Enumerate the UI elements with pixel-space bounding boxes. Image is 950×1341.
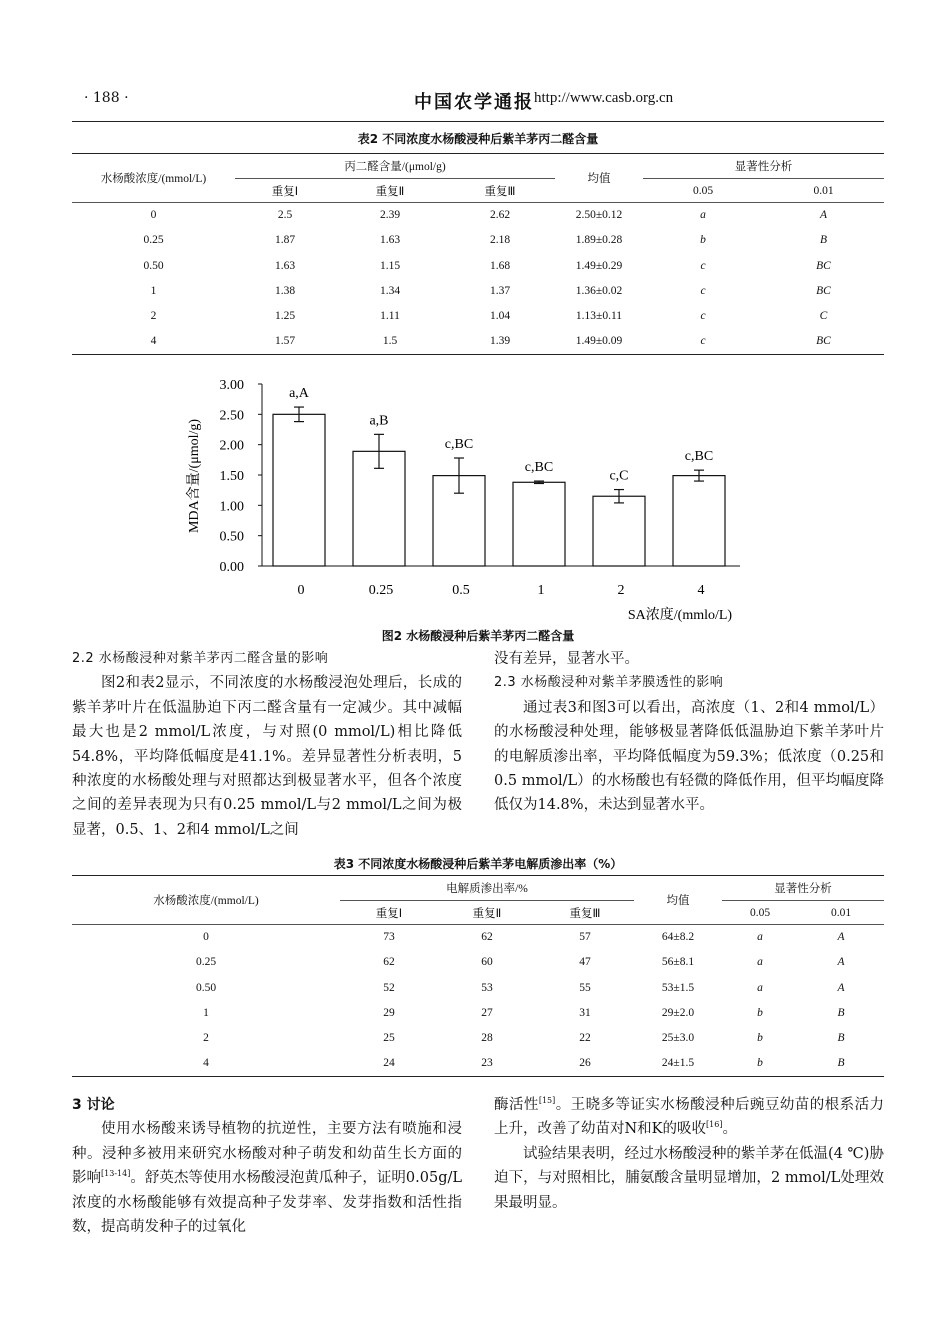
discussion-right-column <box>494 1093 884 1215</box>
table-row <box>72 304 884 329</box>
table-cell: 25 <box>383 1032 395 1045</box>
section-2-2-paragraph: 图2和表2显示，不同浓度的水杨酸浸泡处理后，长成的紫羊茅叶片在低温胁迫下丙二醛含量有一定减少。其中减幅最大也是2 mmol/L浓度，与对照(0 mmol/L)相比降低54.8%，平均降低幅度是41.1%。差异显著性分析表明，5种浓度的水杨酸处理与对照都达到极显著水平，但各个浓度之间的差异表现为只有0.25 mmol/L与2 mmol/L之间为极显著，0.5、1、2和4 mmol/L之间 <box>72 675 462 838</box>
table-row <box>72 228 884 253</box>
table-cell: 1.5 <box>335 329 445 354</box>
table-cell: 4 <box>72 329 235 354</box>
discussion-p1-text-b: 。舒英杰等使用水杨酸浸泡黄瓜种子，证明0.05g/L浓度的水杨酸能够有效提高种子发芽率、发芽指数和活性指数，提高萌发种子的过氧化 <box>72 1170 462 1236</box>
table-cell: 28 <box>481 1032 493 1045</box>
table-row <box>72 1026 884 1051</box>
chart-bar <box>593 496 645 566</box>
table-cell: c <box>700 285 706 298</box>
table-row <box>72 950 884 975</box>
table-cell: 2.39 <box>379 209 401 222</box>
table-cell: 60 <box>481 956 493 969</box>
table-cell: 2.5 <box>277 209 293 222</box>
table-cell: 2.62 <box>489 209 511 222</box>
table2-sig005-header: 0.05 <box>643 179 763 203</box>
table-cell: C <box>819 310 828 323</box>
table-cell: BC <box>816 285 831 298</box>
y-tick-label: 0.50 <box>219 529 244 545</box>
discussion-paragraph-2: 试验结果表明，经过水杨酸浸种的紫羊茅在低温(4 ℃)胁迫下，与对照相比，脯氨酸含量明显增加，2 mmol/L处理效果最明显。 <box>494 1145 884 1211</box>
table-cell: 0.50 <box>195 981 217 994</box>
table-cell: a <box>757 981 763 994</box>
table-cell: c <box>700 259 706 272</box>
table2-caption: 表2 不同浓度水杨酸浸种后紫羊茅丙二醛含量 <box>357 132 599 146</box>
table2-col-conc: 水杨酸浓度/(mmol/L) <box>72 154 235 203</box>
table2-col-sig: 显著性分析 <box>643 154 884 179</box>
data-label: c,BC <box>684 449 714 465</box>
table-cell: a <box>757 931 763 944</box>
table3-rep2-header: 重复Ⅱ <box>438 901 536 925</box>
table3 <box>72 875 884 1077</box>
table-row <box>72 1000 884 1025</box>
table3-col-conc: 水杨酸浓度/(mmol/L) <box>72 876 340 925</box>
table-cell: B <box>798 1051 884 1076</box>
discussion-paragraph-1 <box>72 1117 462 1239</box>
discussion-p1-cont-b: 。王晓多等证实水杨酸浸种后豌豆幼苗的根系活力上升，改善了幼苗对N和K的吸收 <box>494 1097 885 1138</box>
table-row <box>72 925 884 950</box>
table-cell: 31 <box>579 1007 591 1020</box>
figure2-caption: 图2 水杨酸浸种后紫羊茅丙二醛含量 <box>381 629 575 643</box>
table2-sig001-header: 0.01 <box>763 179 884 203</box>
table-cell: a <box>757 956 763 969</box>
chart-ylabel: MDA含量/(μmol/g) <box>187 418 202 534</box>
table-cell: c <box>643 329 763 354</box>
table-cell: 62 <box>383 956 395 969</box>
table-cell: B <box>837 1032 845 1045</box>
table-cell: 1.57 <box>235 329 335 354</box>
table-cell: B <box>837 1007 845 1020</box>
table-cell: 1 <box>150 285 157 298</box>
y-tick-label: 2.50 <box>219 408 244 424</box>
table-row <box>72 1051 884 1076</box>
table-row <box>72 278 884 303</box>
table-cell: 1.87 <box>274 234 296 247</box>
x-tick-label: 2 <box>617 583 625 598</box>
chart-bar <box>673 476 725 566</box>
discussion-left-column <box>72 1093 462 1239</box>
y-tick-label: 0.00 <box>219 560 244 575</box>
table2-rep3-header: 重复Ⅲ <box>445 179 555 203</box>
table2-col-mean: 均值 <box>555 154 643 203</box>
table3-col-group: 电解质渗出率/% <box>340 876 634 901</box>
table3-sig001-header: 0.01 <box>798 901 884 925</box>
table3-sig005-header: 0.05 <box>722 901 798 925</box>
y-tick-label: 1.50 <box>219 469 244 484</box>
y-tick-label: 1.00 <box>219 499 244 515</box>
table-cell: b <box>757 1007 763 1020</box>
table2-rep1-header: 重复Ⅰ <box>235 179 335 203</box>
table3-caption: 表3 不同浓度水杨酸浸种后紫羊茅电解质渗出率（%） <box>333 857 623 871</box>
table-row <box>72 203 884 228</box>
table-cell: 0 <box>203 931 209 944</box>
x-tick-label: 0.5 <box>452 583 470 598</box>
table-cell: 1.38 <box>274 285 296 298</box>
table-cell: 0 <box>150 209 157 222</box>
y-tick-label: 2.00 <box>219 438 244 454</box>
table-cell: 1.37 <box>489 285 511 298</box>
table-cell: 53 <box>481 981 493 994</box>
data-label: c,BC <box>444 437 474 453</box>
chart-bar <box>513 482 565 566</box>
table-cell: 1.13±0.11 <box>575 310 623 323</box>
figure2-chart <box>180 372 780 627</box>
table-cell: b <box>722 1051 798 1076</box>
x-tick-label: 4 <box>697 583 705 598</box>
table-cell: 22 <box>579 1032 591 1045</box>
table3-col-mean: 均值 <box>634 876 722 925</box>
table-cell: B <box>819 234 828 247</box>
table-cell: 1.49±0.29 <box>575 259 623 272</box>
page-number: · 188 · <box>84 90 129 106</box>
discussion-p1-cont-c: 。 <box>722 1121 737 1138</box>
table-cell: BC <box>816 259 831 272</box>
chart-bar <box>273 414 325 566</box>
table-cell: 1.34 <box>379 285 401 298</box>
table-cell: 1.63 <box>274 259 296 272</box>
table3-rep1-header: 重复Ⅰ <box>340 901 438 925</box>
section-2-3-paragraph: 通过表3和图3可以看出，高浓度（1、2和4 mmol/L）的水杨酸浸种处理，能够极显著降低低温胁迫下紫羊茅叶片的电解质渗出率，平均降低幅度为59.3%；低浓度（0.25和0.5 mmol/L）的水杨酸也有轻微的降低作用，但平均幅度降低仅为14.8%，未达到显著水平。 <box>494 699 884 814</box>
table-cell: 2 <box>203 1032 209 1045</box>
table-cell: 1.39 <box>445 329 555 354</box>
journal-url[interactable]: http://www.casb.org.cn <box>534 90 674 106</box>
section-2-2-heading: 2.2 水杨酸浸种对紫羊茅丙二醛含量的影响 <box>72 651 329 666</box>
page-header <box>72 88 884 114</box>
table-cell: 0.50 <box>143 259 164 272</box>
table-cell: 2.18 <box>489 234 511 247</box>
table-cell: 55 <box>579 981 591 994</box>
table-cell: 27 <box>481 1007 493 1020</box>
table-cell: 1.11 <box>380 310 400 323</box>
table-cell: A <box>837 931 845 944</box>
table-cell: 2 <box>150 310 157 323</box>
table-cell: 1.63 <box>379 234 401 247</box>
table-cell: 2.50±0.12 <box>575 209 623 222</box>
table-cell: 56±8.1 <box>661 956 695 969</box>
journal-name: 中国农学通报 <box>414 92 534 113</box>
data-label: a,A <box>289 386 309 402</box>
data-label: c,BC <box>524 460 554 476</box>
table-row <box>72 253 884 278</box>
table-cell: 29 <box>383 1007 395 1020</box>
section-2-3-heading: 2.3 水杨酸浸种对紫羊茅膜透性的影响 <box>494 675 724 691</box>
table-cell: BC <box>763 329 884 354</box>
right-column <box>494 647 884 818</box>
table-cell: 24±1.5 <box>634 1051 722 1076</box>
table-cell: 26 <box>536 1051 634 1076</box>
table-cell: b <box>757 1032 763 1045</box>
table-cell: 1 <box>203 1007 209 1020</box>
table-cell: 57 <box>579 931 591 944</box>
table-cell: 0.25 <box>143 234 164 247</box>
table-row <box>72 329 884 354</box>
citation-16[interactable]: [16] <box>706 1120 723 1130</box>
discussion-p1-cont-a: 酶活性 <box>494 1097 539 1113</box>
table-cell: 1.36±0.02 <box>575 285 623 298</box>
chart-bars <box>273 407 725 566</box>
header-rule <box>72 121 884 122</box>
table-cell: A <box>837 981 845 994</box>
table3-col-sig: 显著性分析 <box>722 876 884 901</box>
discussion-p1-text-a: 使用水杨酸来诱导植物的抗逆性，主要方法有喷施和浸种。浸种多被用来研究水杨酸对种子萌发和幼苗生长方面的影响 <box>72 1121 462 1187</box>
table-cell: 1.68 <box>489 259 511 272</box>
discussion-heading: 3 讨论 <box>72 1097 115 1113</box>
table-cell: b <box>700 234 706 247</box>
x-tick-label: 1 <box>537 583 545 598</box>
table-cell: 1.89±0.28 <box>575 234 623 247</box>
table-cell: 53±1.5 <box>661 981 695 994</box>
table2 <box>72 153 884 355</box>
table2-rep2-header: 重复Ⅱ <box>335 179 445 203</box>
left-column <box>72 647 462 842</box>
table-cell: 25±3.0 <box>661 1032 695 1045</box>
table-cell: A <box>837 956 845 969</box>
citation-13-14[interactable]: [13-14] <box>101 1169 131 1179</box>
data-label: c,C <box>609 468 629 484</box>
table2-col-group: 丙二醛含量/(μmol/g) <box>235 154 555 179</box>
table-cell: c <box>700 310 706 323</box>
citation-15[interactable]: [15] <box>538 1096 556 1106</box>
table3-rep3-header: 重复Ⅲ <box>536 901 634 925</box>
table-cell: 47 <box>579 956 591 969</box>
data-label: a,B <box>369 413 389 429</box>
table-cell: a <box>700 209 706 222</box>
table-cell: 1.15 <box>379 259 401 272</box>
table-cell: 4 <box>72 1051 340 1076</box>
table-cell: 1.49±0.09 <box>555 329 643 354</box>
table-cell: 0.25 <box>195 956 217 969</box>
table-cell: 52 <box>383 981 395 994</box>
x-tick-label: 0 <box>297 583 305 598</box>
y-tick-label: 3.00 <box>219 378 244 393</box>
discussion-paragraph-1-cont <box>494 1093 884 1142</box>
table-cell: 23 <box>438 1051 536 1076</box>
table-cell: 24 <box>340 1051 438 1076</box>
table-cell: 73 <box>383 931 395 944</box>
section-2-2-continuation: 没有差异，显著水平。 <box>494 651 639 667</box>
table-cell: A <box>819 209 828 222</box>
table-cell: 29±2.0 <box>661 1007 695 1020</box>
table-row <box>72 975 884 1000</box>
chart-xlabel: SA浓度/(mmlo/L) <box>627 608 733 623</box>
table-cell: 1.25 <box>274 310 296 323</box>
table-cell: 1.04 <box>489 310 511 323</box>
table-cell: 64±8.2 <box>661 931 695 944</box>
x-tick-label: 0.25 <box>368 583 394 598</box>
table-cell: 62 <box>481 931 493 944</box>
